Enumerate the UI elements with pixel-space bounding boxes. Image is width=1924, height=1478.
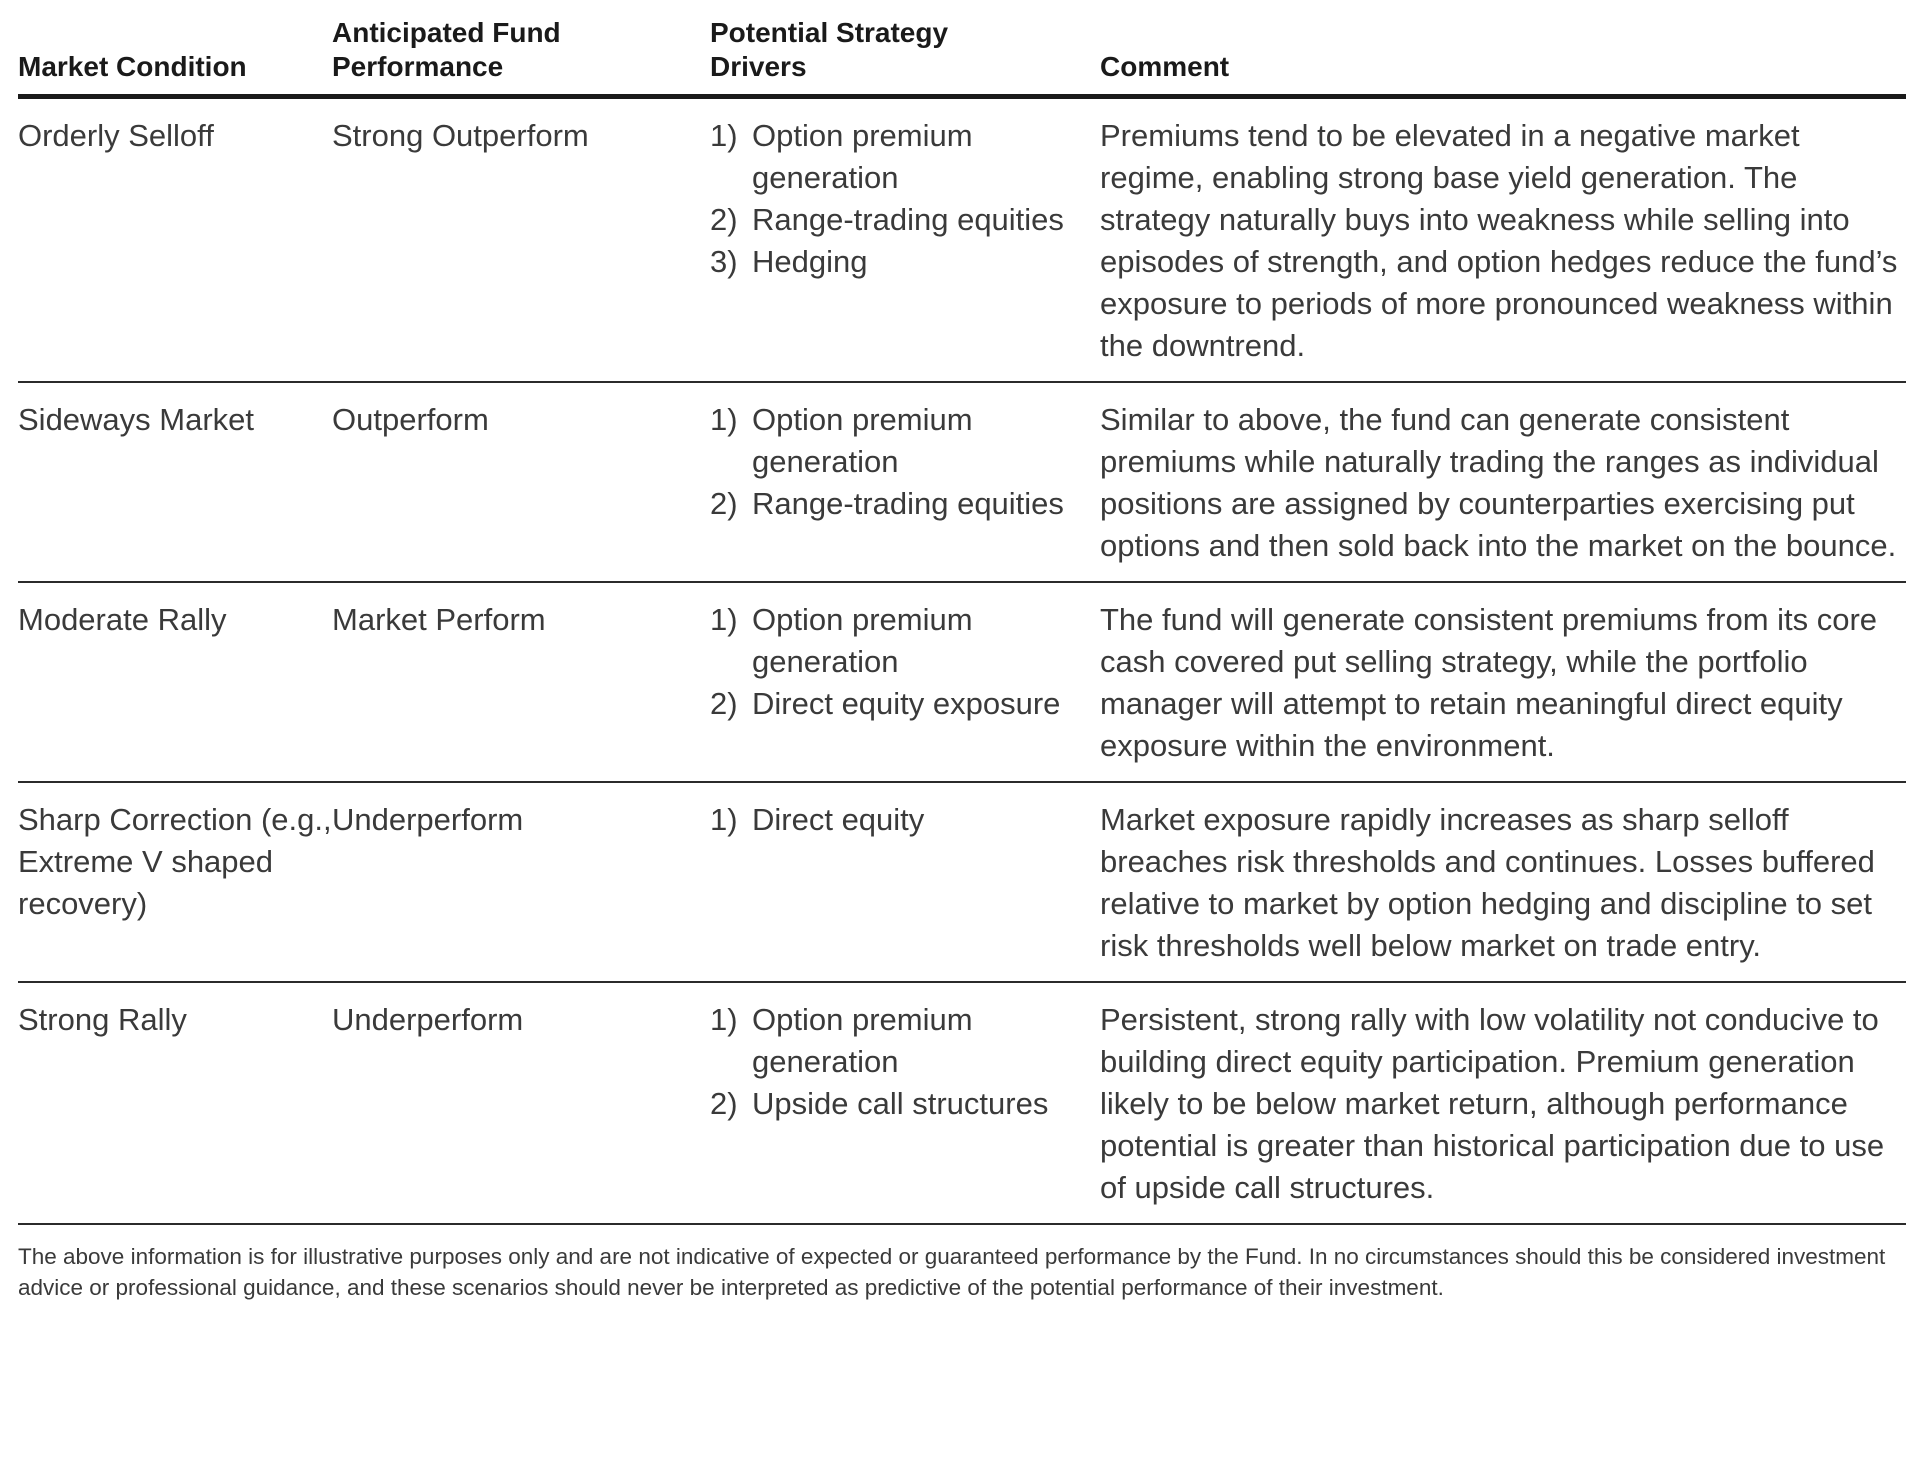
table-row <box>18 382 1906 582</box>
driver-item <box>710 999 1100 1083</box>
header-strategy-drivers-line2: Drivers <box>710 51 807 82</box>
driver-number: 2) <box>710 486 738 521</box>
header-fund-performance <box>332 10 710 97</box>
market-condition-cell: Moderate Rally <box>18 582 332 782</box>
drivers-list <box>710 599 1100 725</box>
driver-item <box>710 1083 1100 1125</box>
fund-performance-cell: Market Perform <box>332 582 710 782</box>
driver-item <box>710 115 1100 199</box>
strategy-drivers-cell <box>710 582 1100 782</box>
driver-item <box>710 683 1100 725</box>
comment-cell: Persistent, strong rally with low volatility not conducive to building direct equity participation. Premium generation likely to be below market return, although performance potential is greater than historical participation due to use of upside call structures. <box>1100 982 1906 1224</box>
strategy-drivers-cell <box>710 97 1100 383</box>
table-row <box>18 582 1906 782</box>
driver-number: 3) <box>710 244 738 279</box>
table-body <box>18 97 1906 1225</box>
fund-performance-cell: Strong Outperform <box>332 97 710 383</box>
driver-item <box>710 599 1100 683</box>
market-condition-cell: Strong Rally <box>18 982 332 1224</box>
disclaimer-text: The above information is for illustrative purposes only and are not indicative of expected or guaranteed performance by the Fund. In no circumstances should this be considered investment advice or professional guidance, and these scenarios should never be interpreted as predictive of the potential performance of their investment. <box>18 1244 1886 1300</box>
driver-text: Upside call structures <box>752 1086 1049 1121</box>
driver-text: Option premium generation <box>752 118 973 195</box>
strategy-drivers-cell <box>710 982 1100 1224</box>
driver-text: Direct equity <box>752 802 925 837</box>
market-condition-cell: Orderly Selloff <box>18 97 332 383</box>
fund-performance-cell: Outperform <box>332 382 710 582</box>
driver-item <box>710 483 1100 525</box>
driver-text: Range-trading equities <box>752 202 1064 237</box>
comment-cell: The fund will generate consistent premiums from its core cash covered put selling strategy, while the portfolio manager will attempt to retain meaningful direct equity exposure within the environment. <box>1100 582 1906 782</box>
header-market-condition: Market Condition <box>18 10 332 97</box>
fund-performance-cell: Underperform <box>332 782 710 982</box>
driver-number: 1) <box>710 602 738 637</box>
comment-cell: Premiums tend to be elevated in a negative market regime, enabling strong base yield generation. The strategy naturally buys into weakness while selling into episodes of strength, and option hedges reduce the fund’s exposure to periods of more pronounced weakness within the downtrend. <box>1100 97 1906 383</box>
header-fund-performance-line1: Anticipated Fund <box>332 17 561 48</box>
drivers-list <box>710 399 1100 525</box>
comment-cell: Market exposure rapidly increases as sharp selloff breaches risk thresholds and continues. Losses buffered relative to market by option hedging and discipline to set risk thresholds well below market on trade entry. <box>1100 782 1906 982</box>
driver-number: 2) <box>710 202 738 237</box>
fund-performance-cell: Underperform <box>332 982 710 1224</box>
driver-text: Hedging <box>752 244 868 279</box>
driver-text: Range-trading equities <box>752 486 1064 521</box>
driver-number: 1) <box>710 118 738 153</box>
strategy-drivers-cell <box>710 382 1100 582</box>
driver-number: 2) <box>710 1086 738 1121</box>
driver-number: 1) <box>710 1002 738 1037</box>
drivers-list <box>710 999 1100 1125</box>
table-row <box>18 97 1906 383</box>
driver-item <box>710 399 1100 483</box>
driver-item <box>710 199 1100 241</box>
table-row <box>18 982 1906 1224</box>
header-strategy-drivers <box>710 10 1100 97</box>
drivers-list <box>710 115 1100 283</box>
driver-item <box>710 241 1100 283</box>
driver-text: Option premium generation <box>752 1002 973 1079</box>
driver-number: 2) <box>710 686 738 721</box>
market-condition-cell: Sideways Market <box>18 382 332 582</box>
document-page <box>18 10 1906 1326</box>
driver-text: Option premium generation <box>752 402 973 479</box>
table-row <box>18 782 1906 982</box>
driver-text: Option premium generation <box>752 602 973 679</box>
driver-number: 1) <box>710 402 738 437</box>
driver-number: 1) <box>710 802 738 837</box>
strategy-drivers-cell <box>710 782 1100 982</box>
driver-item <box>710 799 1100 841</box>
comment-cell: Similar to above, the fund can generate consistent premiums while naturally trading the ranges as individual positions are assigned by counterparties exercising put options and then sold back into the market on the bounce. <box>1100 382 1906 582</box>
drivers-list <box>710 799 1100 841</box>
header-comment: Comment <box>1100 10 1906 97</box>
driver-text: Direct equity exposure <box>752 686 1061 721</box>
header-fund-performance-line2: Performance <box>332 51 504 82</box>
table-header <box>18 10 1906 97</box>
market-scenarios-table <box>18 10 1906 1225</box>
market-condition-cell: Sharp Correction (e.g., Extreme V shaped recovery) <box>18 782 332 982</box>
header-row <box>18 10 1906 97</box>
header-strategy-drivers-line1: Potential Strategy <box>710 17 949 48</box>
